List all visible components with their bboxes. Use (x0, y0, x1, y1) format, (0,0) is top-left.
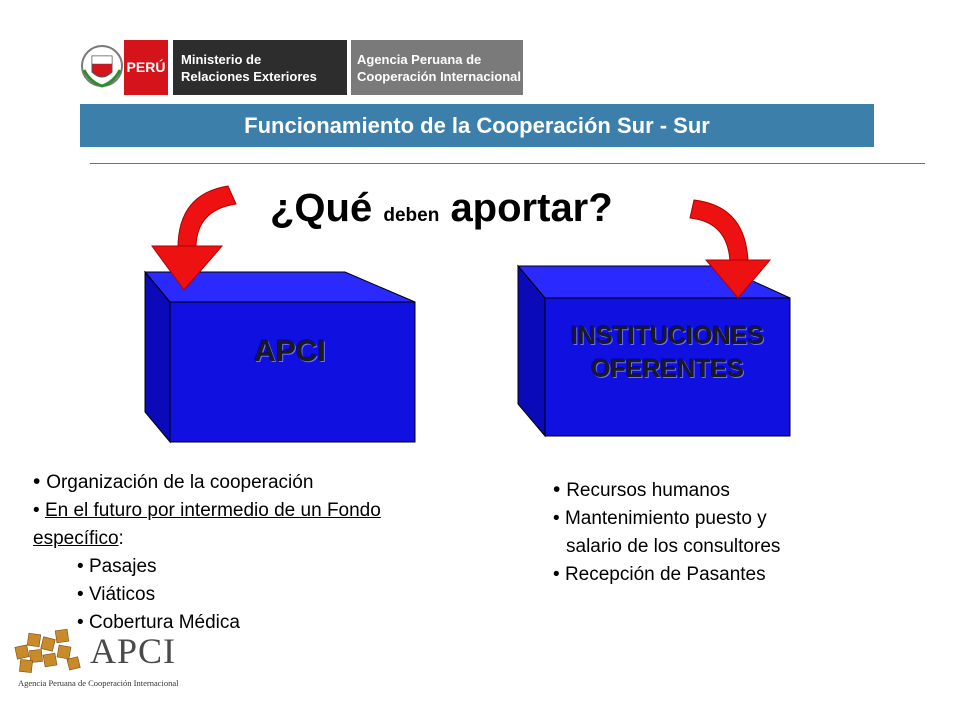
peru-label: PERÚ (124, 40, 168, 95)
list-item-text: Cobertura Médica (88, 612, 240, 633)
list-item: • Mantenimiento puesto y (553, 508, 767, 529)
list-item-text: : (118, 528, 124, 549)
list-item-text: Recepción de Pasantes (564, 564, 766, 585)
list-item-text: Viáticos (88, 584, 156, 605)
agency-line-2: Cooperación Internacional (357, 69, 521, 84)
instituciones-contributions-list (553, 476, 933, 589)
slide-title: Funcionamiento de la Cooperación Sur - Sur (80, 104, 874, 147)
apci-logo-subtitle: Agencia Peruana de Cooperación Internacional (18, 678, 179, 688)
list-item: • En el futuro por intermedio de un Fondo (33, 500, 381, 521)
question-part-2: deben (383, 205, 440, 226)
list-item-continuation (33, 525, 478, 553)
instituciones-box-label (545, 320, 790, 386)
instituciones-line-1: INSTITUCIONES (570, 322, 765, 350)
apci-logo-name: APCI (90, 631, 177, 671)
list-item-continuation (553, 533, 933, 561)
list-item-text: Pasajes (88, 556, 157, 577)
apci-box-label: APCI (254, 335, 326, 368)
instituciones-line-2: OFERENTES (591, 355, 744, 383)
apci-footer-logo (12, 626, 179, 692)
list-item-text: Recursos humanos (566, 480, 730, 501)
sub-list-item: • Viáticos (77, 584, 156, 605)
list-item: • Organización de la cooperación (33, 470, 314, 493)
list-item-text: En el futuro por intermedio de un Fondo (44, 500, 381, 521)
list-item: • Recursos humanos (553, 478, 730, 501)
list-item-text: específico (33, 528, 119, 549)
sub-list-item: • Cobertura Médica (77, 612, 240, 633)
apci-contributions-list (33, 468, 478, 637)
list-item-text: salario de los consultores (566, 536, 781, 557)
apci-mosaic-icon (12, 626, 84, 676)
sub-list-item: • Pasajes (77, 556, 157, 577)
agency-line-1: Agencia Peruana de (357, 52, 482, 67)
question-part-1: ¿Qué (270, 186, 373, 230)
list-item: • Recepción de Pasantes (553, 564, 766, 585)
question-part-3: aportar? (450, 186, 613, 230)
ministry-line-1: Ministerio de (181, 52, 262, 67)
list-item-text: Mantenimiento puesto y (564, 508, 767, 529)
ministry-line-2: Relaciones Exteriores (181, 69, 317, 84)
list-item-text: Organización de la cooperación (46, 472, 314, 493)
